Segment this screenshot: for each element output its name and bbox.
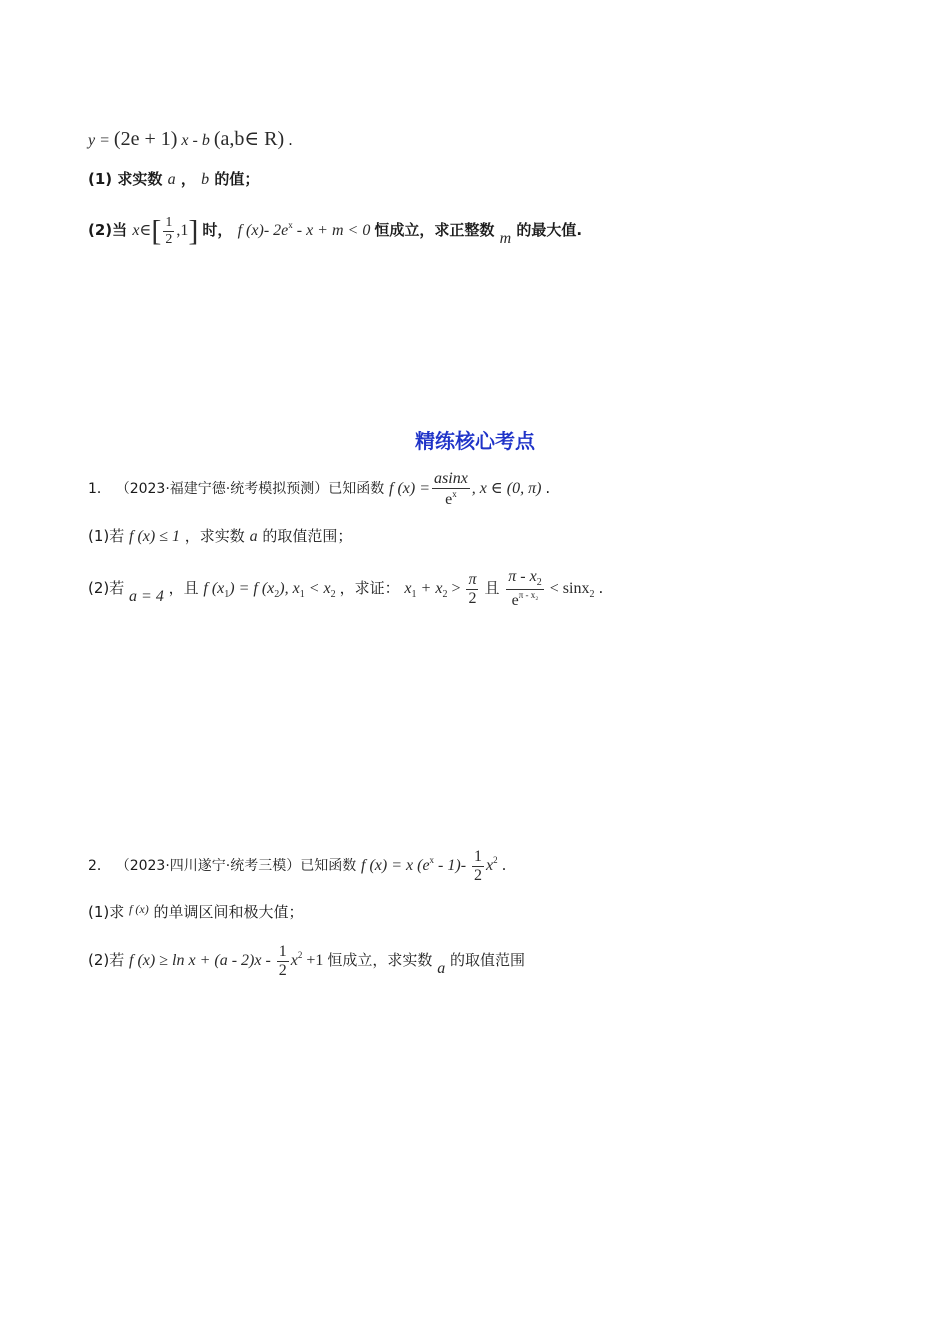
ineq-a: f (x)- 2e	[237, 222, 289, 239]
cond-part: f (x	[203, 580, 225, 597]
question-label: (2)若	[88, 951, 125, 969]
problem-2-question-1	[88, 898, 303, 923]
period: .	[288, 131, 293, 149]
q1-math: f (x) ≤ 1	[129, 528, 181, 545]
question-text: 且	[484, 579, 500, 597]
var-a: a	[437, 960, 446, 977]
frac-num: asinx	[434, 469, 468, 487]
intro-line	[88, 128, 293, 152]
condition-math	[129, 942, 327, 979]
pi-den: 2	[468, 589, 477, 607]
f-lhs: f (x) = x (e	[361, 857, 430, 874]
frac-num: 1	[474, 847, 483, 865]
period: .	[598, 579, 604, 597]
carry-question-2	[88, 206, 582, 258]
ineq-sup: x	[288, 220, 293, 230]
frac-num: 1	[165, 214, 173, 230]
cond-part: < x	[308, 580, 331, 597]
math-paren: (2e + 1)	[113, 128, 178, 150]
proof-math	[404, 570, 484, 607]
problem-1-question-1	[88, 525, 352, 548]
frac-num: π - x	[508, 568, 537, 586]
sub: 1	[224, 589, 230, 600]
question-text: 的取值范围	[450, 951, 526, 969]
question-label: (1)若	[88, 527, 125, 545]
question-text: 时，	[202, 221, 233, 239]
x-term: x	[486, 857, 494, 874]
f-mid: - 1)-	[438, 857, 467, 874]
sup: 2	[297, 950, 303, 960]
sub: 1	[299, 589, 305, 600]
question-text: 恒成立，求正整数	[374, 221, 495, 239]
sub: 2	[536, 577, 542, 589]
var-a: a	[249, 528, 258, 545]
problem-2-header	[88, 840, 506, 886]
var-b: b	[201, 171, 210, 188]
cond-part: +1	[306, 952, 324, 969]
math-y-eq: y =	[88, 132, 110, 149]
sub: 2	[442, 589, 448, 600]
carry-question-1	[88, 168, 259, 191]
question-text: 的值；	[214, 170, 260, 188]
period: .	[545, 479, 551, 497]
sub: 2	[589, 589, 595, 600]
var-a: a	[167, 171, 176, 188]
lt-sign: <	[549, 580, 559, 597]
sub: 2	[330, 589, 336, 600]
comma: ，	[180, 170, 196, 188]
section-title: 精练核心考点	[415, 429, 535, 453]
problem-source: （2023·福建宁德·统考模拟预测）已知函数	[115, 481, 385, 497]
math-condition: (a,b∈ R)	[213, 128, 285, 150]
sub: 2	[274, 589, 280, 600]
question-text: ，求证：	[339, 579, 400, 597]
question-text: 当	[112, 221, 128, 239]
inequality-math	[238, 222, 375, 239]
var-m: m	[499, 230, 512, 247]
condition-math	[203, 580, 339, 600]
f-lhs: f (x) =	[389, 480, 431, 497]
problem-source: （2023·四川遂宁·统考三模）已知函数	[115, 858, 357, 874]
question-text: 恒成立，求实数	[327, 951, 433, 969]
question-label: (2)若	[88, 579, 125, 597]
question-label: (1)求	[88, 903, 125, 921]
x-term: x	[290, 952, 298, 969]
x-in: x∈	[132, 222, 152, 239]
cond-part: ), x	[279, 580, 300, 597]
frac-den: 2	[474, 866, 483, 884]
frac-den: 2	[165, 231, 173, 247]
domain: , x ∈ (0, π)	[471, 480, 542, 497]
frac-den: e	[445, 490, 453, 508]
question-text: ，求实数	[184, 527, 245, 545]
problem-number: 1．	[88, 481, 111, 497]
frac-den: e	[511, 592, 519, 610]
question-text: 的最大值.	[516, 221, 583, 239]
question-text: ，且	[168, 579, 199, 597]
question-text: 求实数	[117, 170, 163, 188]
math-rest: x - b	[181, 132, 210, 149]
interval-math: x∈[ $\frac{1}{2}$ ,1]	[132, 214, 199, 248]
sin-term: sinx	[562, 580, 590, 597]
function-def	[389, 469, 545, 508]
question-text: 的单调区间和极大值；	[153, 903, 304, 921]
frac-den: 2	[278, 961, 287, 979]
frac-den-sup: x	[452, 488, 457, 499]
sum-part: x	[404, 580, 412, 597]
sum-part: + x	[420, 580, 443, 597]
problem-1-header	[88, 468, 550, 509]
sub: 1	[411, 589, 417, 600]
question-label: (2)	[88, 221, 113, 239]
sup: x	[429, 855, 435, 865]
intro-math	[88, 128, 288, 150]
sup: 2	[493, 855, 498, 865]
interval-tail: ,1	[176, 222, 189, 239]
period: .	[501, 856, 507, 874]
cond-part: f (x) ≥ ln x + (a - 2)x -	[129, 952, 271, 969]
a-eq-4: a = 4	[129, 588, 164, 605]
ineq-tail: - x + m < 0	[296, 222, 371, 239]
q1-math: f (x)	[129, 902, 149, 916]
question-text: 的取值范围；	[262, 527, 353, 545]
function-def	[361, 847, 502, 884]
frac-den-sup: π - x₂	[518, 590, 539, 601]
frac-num: 1	[278, 942, 287, 960]
problem-2-question-2	[88, 935, 525, 989]
pi-num: π	[468, 570, 477, 588]
gt-sign: >	[451, 580, 461, 597]
problem-number: 2．	[88, 858, 111, 874]
question-label: (1)	[88, 170, 113, 188]
cond-part: ) = f (x	[229, 580, 275, 597]
problem-1-question-2	[88, 568, 603, 617]
